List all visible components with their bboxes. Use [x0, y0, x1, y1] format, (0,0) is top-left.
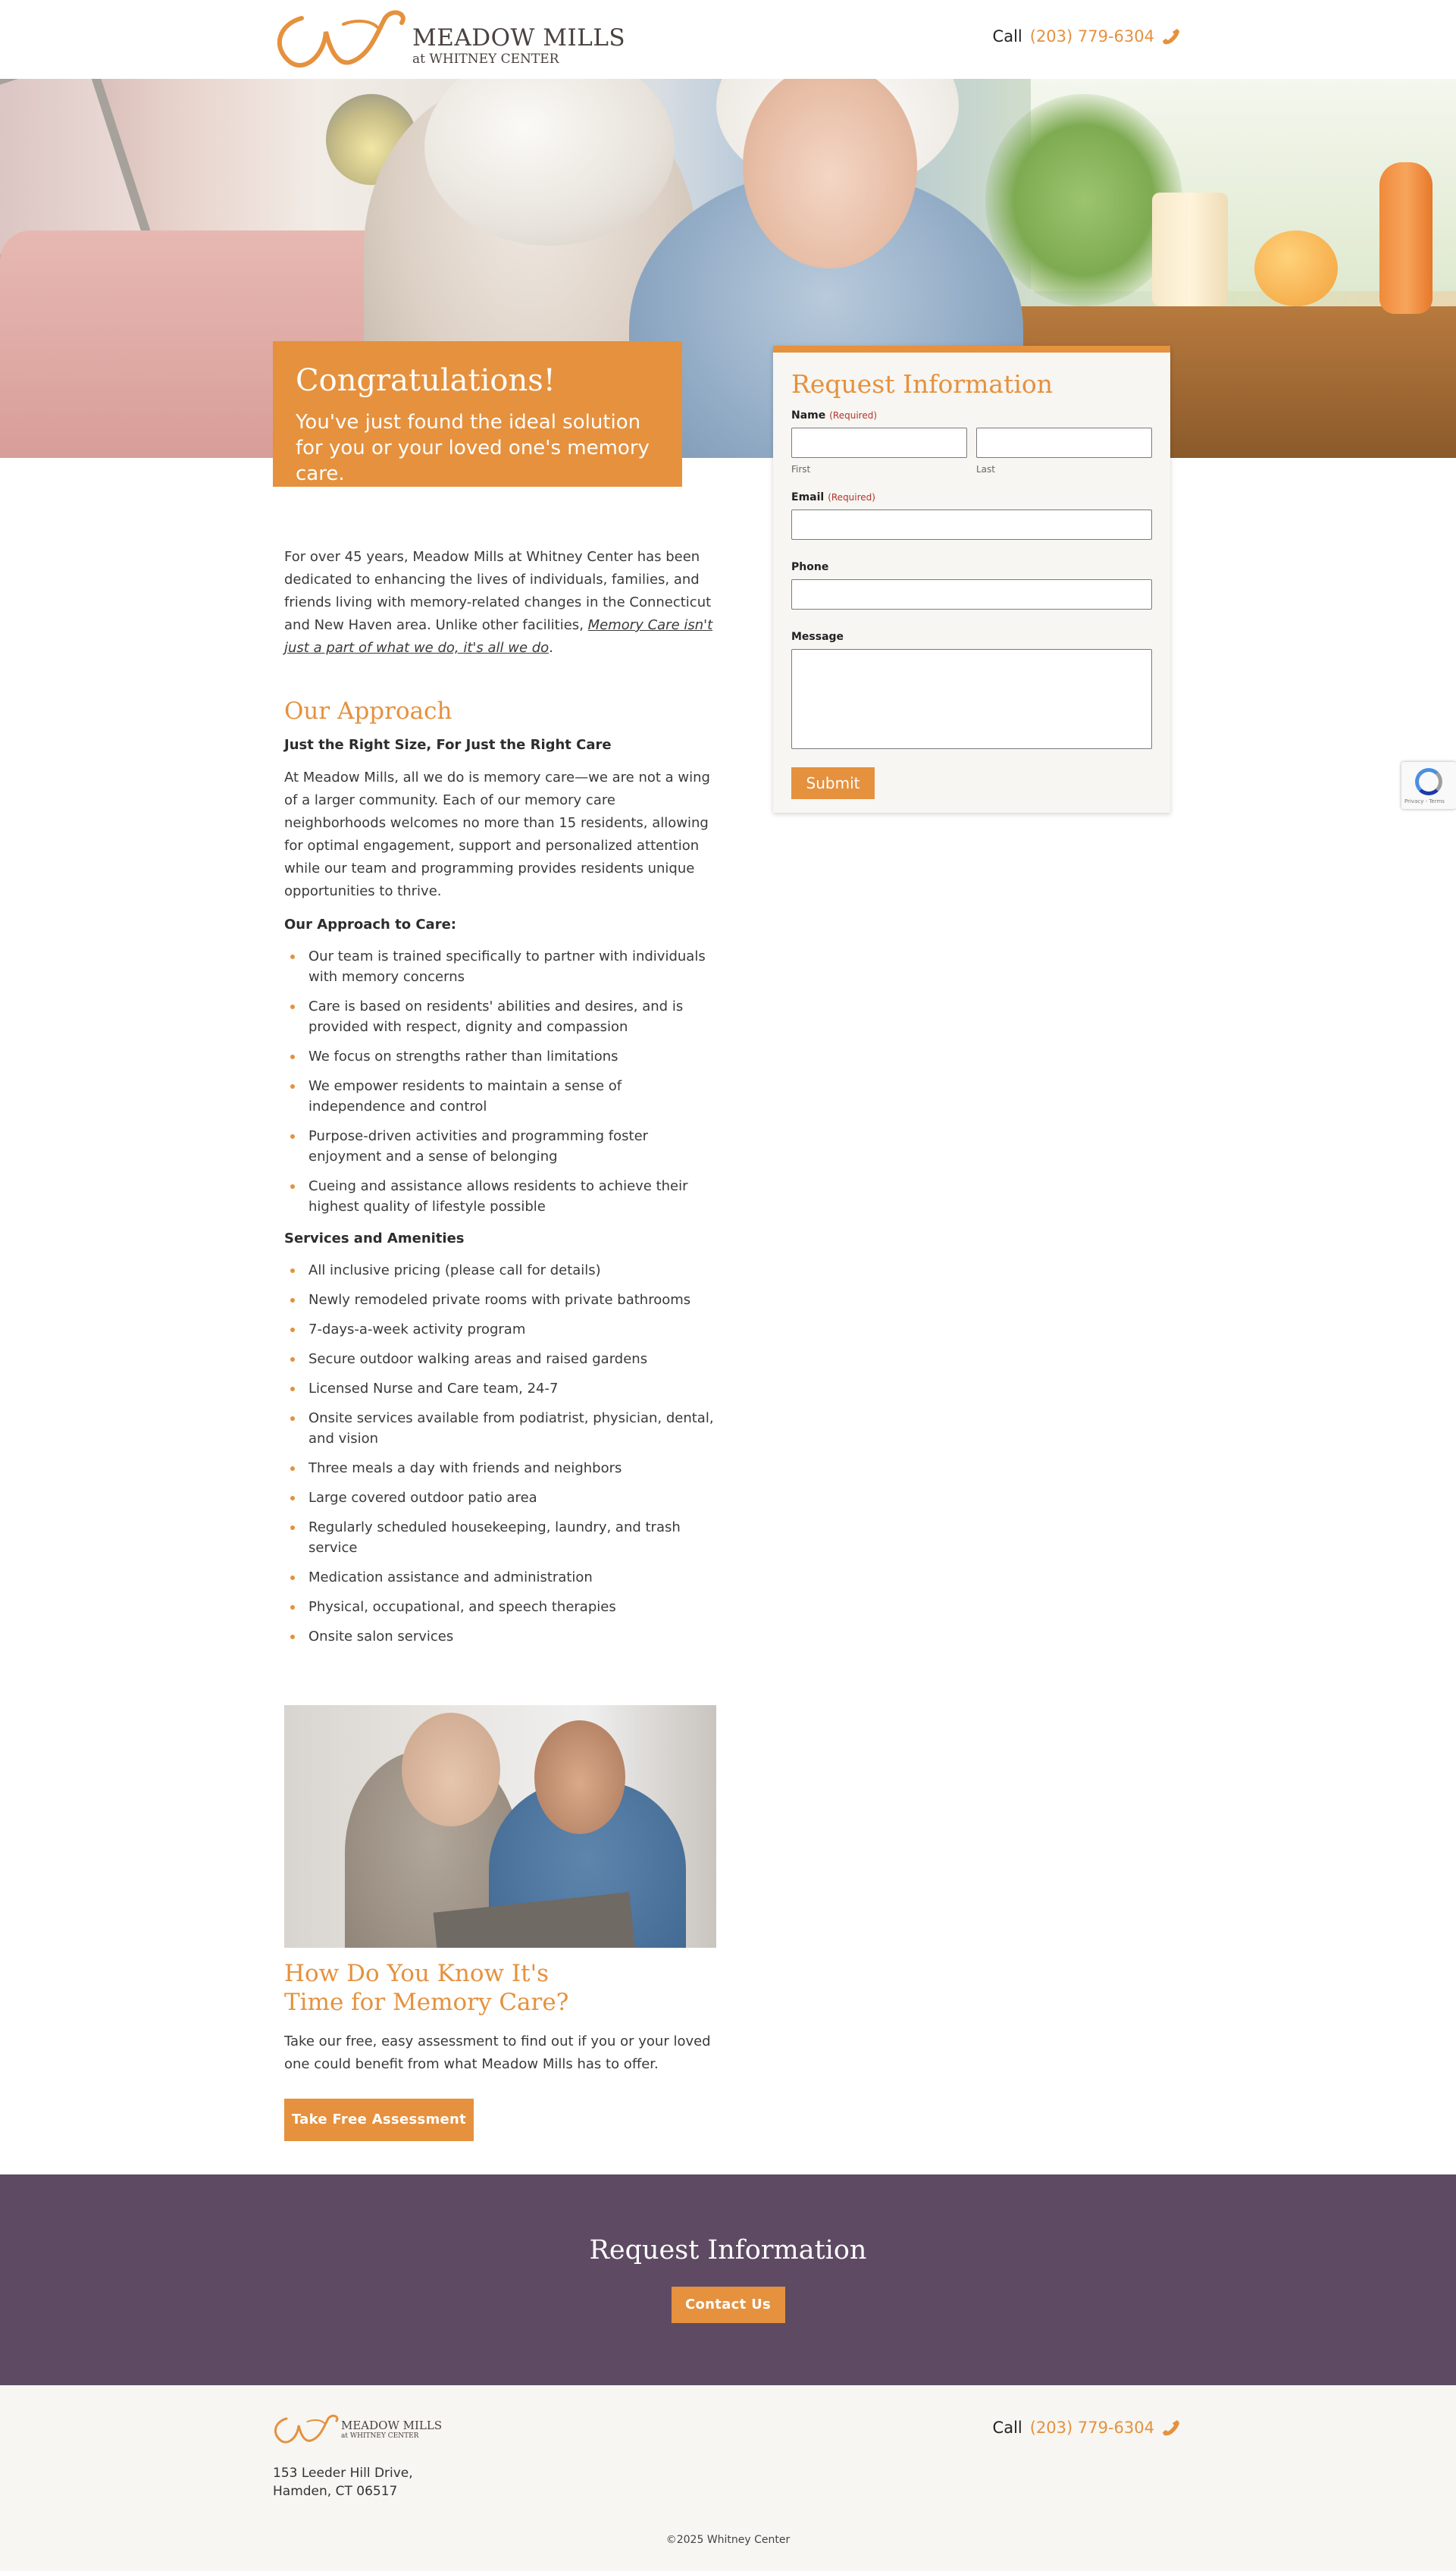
band-title: Request Information	[589, 2235, 867, 2265]
submit-button[interactable]: Submit	[791, 767, 875, 799]
list-item: Three meals a day with friends and neighbors	[284, 1458, 716, 1478]
cta-title	[284, 1959, 716, 2017]
intro-emphasis: Memory Care isn't just a part of what we do, it's all we do	[284, 617, 713, 656]
approach-subhead: Just the Right Size, For Just the Right Care	[284, 737, 612, 753]
congrats-box	[273, 341, 682, 487]
list-item: Onsite salon services	[284, 1626, 716, 1647]
recaptcha-text: Privacy - Terms	[1404, 798, 1445, 804]
assessment-cta	[284, 1959, 716, 2141]
address-line1: 153 Leeder Hill Drive,	[273, 2466, 413, 2481]
list-item: Regularly scheduled housekeeping, laundry, and trash service	[284, 1517, 716, 1558]
hero-fruit	[1254, 230, 1338, 306]
congrats-title: Congratulations!	[296, 363, 556, 398]
list-item: We focus on strengths rather than limitations	[284, 1046, 716, 1067]
hero-image	[0, 79, 1456, 458]
logo-subtitle: at WHITNEY CENTER	[412, 52, 559, 67]
email-label-text: Email	[791, 491, 825, 503]
first-name-sublabel: First	[791, 464, 811, 475]
intro-text: For over 45 years, Meadow Mills at Whitney Center has been dedicated to enhancing the lives of individuals, families, and friends living with memory-related changes in the Connecticut and New Haven area. Unlike other facilities,	[284, 549, 712, 633]
message-textarea[interactable]	[791, 649, 1152, 749]
list-item: Our team is trained specifically to partner with individuals with memory concerns	[284, 946, 716, 987]
list-item: Cueing and assistance allows residents to achieve their highest quality of lifestyle possible	[284, 1176, 716, 1217]
recaptcha-icon	[1415, 768, 1442, 795]
list-item: Purpose-driven activities and programming foster enjoyment and a sense of belonging	[284, 1126, 716, 1167]
spacer	[791, 610, 1152, 631]
intro-paragraph	[284, 546, 716, 660]
list-item: Onsite services available from podiatrist, physician, dental, and vision	[284, 1408, 716, 1449]
phone-number-link[interactable]: (203) 779-6304	[1029, 27, 1154, 45]
list-item: All inclusive pricing (please call for details)	[284, 1260, 716, 1281]
spacer	[791, 475, 1152, 491]
last-name-group	[976, 428, 1152, 475]
call-label: Call	[992, 2419, 1022, 2437]
hero-vase	[1379, 162, 1433, 314]
spacer	[791, 540, 1152, 561]
form-title: Request Information	[791, 369, 1054, 399]
logo-title: MEADOW MILLS	[412, 24, 626, 52]
photo-young-man-head	[534, 1720, 625, 1834]
intro-end: .	[549, 640, 553, 656]
footer-logo-title: MEADOW MILLS	[341, 2419, 443, 2432]
footer-phone[interactable]	[993, 2419, 1180, 2437]
recaptcha-badge[interactable]	[1401, 762, 1456, 809]
list-item: Licensed Nurse and Care team, 24-7	[284, 1378, 716, 1399]
list-item: 7-days-a-week activity program	[284, 1319, 716, 1340]
phone-number-link[interactable]: (203) 779-6304	[1029, 2419, 1154, 2437]
call-label: Call	[992, 27, 1022, 45]
name-label-text: Name	[791, 409, 826, 422]
phone-icon	[1162, 27, 1180, 45]
first-name-group	[791, 428, 967, 475]
cta-text: Take our free, easy assessment to find out if you or your loved one could benefit from what Meadow Mills has to offer.	[284, 2033, 711, 2072]
first-name-input[interactable]	[791, 428, 967, 458]
name-label	[791, 409, 1152, 422]
services-heading: Services and Amenities	[284, 1231, 465, 1246]
copyright: ©2025 Whitney Center	[665, 2534, 791, 2546]
request-info-form	[773, 346, 1170, 813]
site-header	[0, 0, 1456, 79]
header-phone[interactable]	[993, 27, 1180, 45]
last-name-input[interactable]	[976, 428, 1152, 458]
approach-paragraph: At Meadow Mills, all we do is memory care—we are not a wing of a larger community. Each of our memory care neighborhoods welcomes no more than 15 residents, allowing for optimal engagement, support and personalized attention while our team and programming provides residents unique opportunities to thrive.	[284, 770, 710, 899]
list-item: Newly remodeled private rooms with private bathrooms	[284, 1290, 716, 1310]
take-assessment-button[interactable]: Take Free Assessment	[284, 2099, 474, 2141]
list-item: Medication assistance and administration	[284, 1567, 716, 1588]
care-heading: Our Approach to Care:	[284, 917, 456, 933]
request-info-band	[0, 2174, 1456, 2385]
email-input[interactable]	[791, 509, 1152, 540]
care-list	[284, 946, 716, 1217]
required-marker: (Required)	[829, 410, 878, 421]
address-line2: Hamden, CT 06517	[273, 2484, 398, 2499]
last-name-sublabel: Last	[976, 464, 995, 475]
cta-title-line1: How Do You Know It's	[284, 1960, 550, 1987]
services-list	[284, 1260, 716, 1647]
footer-logo-subtitle: at WHITNEY CENTER	[341, 2432, 419, 2440]
list-item: Large covered outdoor patio area	[284, 1488, 716, 1508]
main-content	[284, 546, 716, 1660]
message-label: Message	[791, 631, 844, 643]
logo-w-icon	[271, 9, 408, 70]
phone-input[interactable]	[791, 579, 1152, 610]
approach-title: Our Approach	[284, 698, 452, 725]
assessment-photo	[284, 1705, 716, 1948]
phone-label: Phone	[791, 561, 829, 573]
hero-candle	[1152, 193, 1228, 306]
cta-title-line2: Time for Memory Care?	[284, 1989, 569, 2016]
list-item: We empower residents to maintain a sense of independence and control	[284, 1076, 716, 1117]
congrats-subtitle: You've just found the ideal solution for you or your loved one's memory care.	[296, 411, 650, 485]
list-item: Physical, occupational, and speech therapies	[284, 1597, 716, 1617]
site-footer	[0, 2385, 1456, 2571]
list-item: Secure outdoor walking areas and raised gardens	[284, 1349, 716, 1369]
required-marker: (Required)	[828, 492, 875, 503]
site-logo[interactable]	[271, 9, 626, 70]
name-row	[791, 428, 1152, 475]
list-item: Care is based on residents' abilities and desires, and is provided with respect, dignity and compassion	[284, 996, 716, 1037]
contact-us-button[interactable]: Contact Us	[672, 2287, 785, 2323]
footer-logo[interactable]	[271, 2413, 443, 2446]
email-label	[791, 491, 1152, 503]
footer-address	[273, 2464, 413, 2500]
photo-elderly-man-head	[402, 1713, 500, 1826]
phone-icon	[1162, 2419, 1180, 2437]
logo-w-icon	[271, 2413, 340, 2446]
